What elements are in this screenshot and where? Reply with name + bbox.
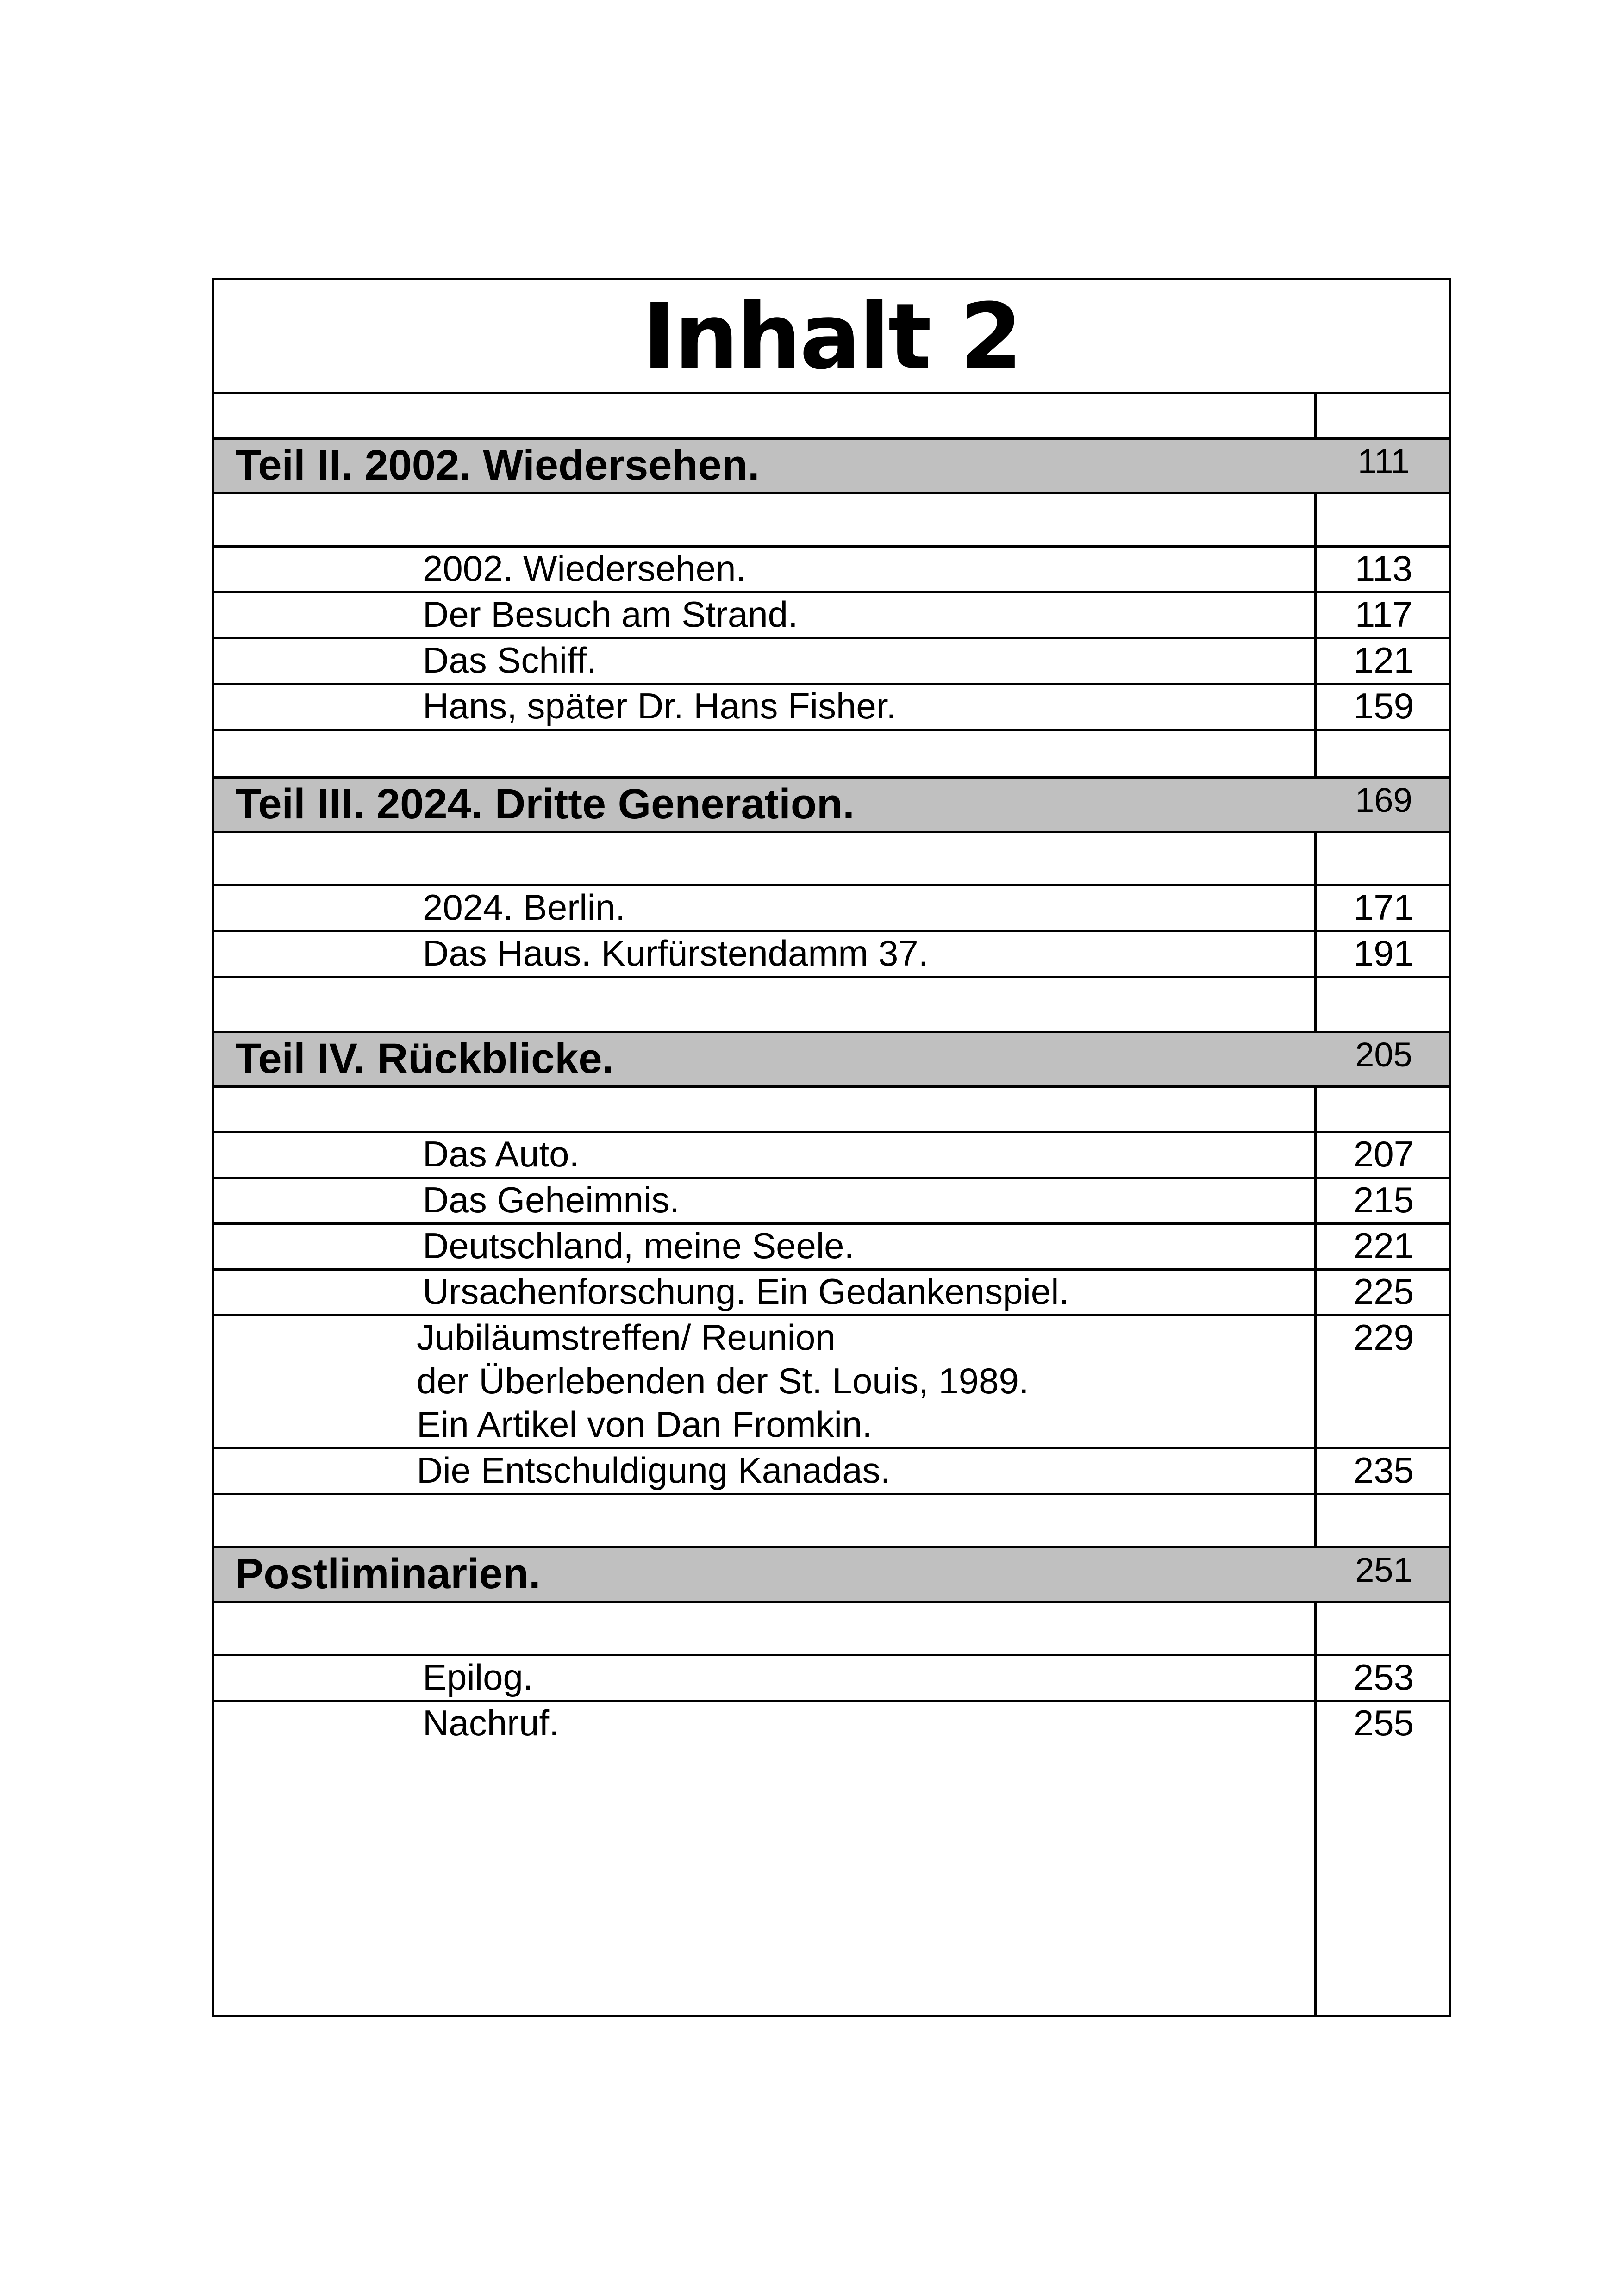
toc-entry — [214, 637, 1449, 685]
entry-title: Das Haus. Kurfürstendamm 37. — [423, 933, 929, 973]
table-of-contents — [212, 278, 1451, 2017]
entry-page-number: 207 — [1353, 1134, 1414, 1174]
toc-entry — [214, 545, 1449, 593]
entry-title: Ursachenforschung. Ein Gedankenspiel. — [423, 1271, 1069, 1312]
spacer-row — [214, 492, 1449, 548]
entry-title — [417, 1316, 1029, 1446]
spacer-row — [214, 976, 1449, 1033]
entry-title: Die Entschuldigung Kanadas. — [417, 1450, 891, 1491]
entry-title: Deutschland, meine Seele. — [423, 1225, 855, 1266]
entry-title: Epilog. — [423, 1657, 533, 1697]
toc-entry — [214, 1177, 1449, 1225]
part-page-number: 111 — [1357, 442, 1410, 480]
entry-title: 2024. Berlin. — [423, 887, 625, 928]
entry-page-number: 159 — [1353, 686, 1414, 726]
entry-title-line: Jubiläumstreffen/ Reunion — [417, 1317, 836, 1358]
toc-entry — [214, 1700, 1449, 1748]
part-heading-row — [214, 437, 1449, 494]
part-title: Teil III. 2024. Dritte Generation. — [235, 780, 855, 828]
spacer-row — [214, 1085, 1449, 1133]
entry-page-number: 121 — [1353, 640, 1414, 680]
entry-page-number: 117 — [1355, 594, 1413, 635]
entry-title: Das Auto. — [423, 1134, 580, 1174]
toc-entry — [214, 1654, 1449, 1702]
entry-title: 2002. Wiedersehen. — [423, 548, 746, 589]
entry-page-number: 235 — [1353, 1450, 1414, 1491]
part-title: Teil IV. Rückblicke. — [235, 1035, 614, 1082]
toc-entry — [214, 884, 1449, 932]
part-title: Teil II. 2002. Wiedersehen. — [235, 442, 760, 489]
part-page-number: 205 — [1355, 1035, 1412, 1074]
entry-title-line: der Überlebenden der St. Louis, 1989. — [417, 1360, 1029, 1401]
toc-entry — [214, 1131, 1449, 1179]
toc-entry — [214, 1447, 1449, 1495]
toc-entry — [214, 683, 1449, 731]
entry-page-number: 171 — [1353, 887, 1414, 928]
toc-entry — [214, 930, 1449, 978]
spacer-row — [214, 831, 1449, 886]
toc-entry — [214, 591, 1449, 639]
part-title: Postliminarien. — [235, 1550, 541, 1597]
entry-page-number: 113 — [1355, 548, 1413, 589]
entry-title: Das Schiff. — [423, 640, 597, 680]
entry-title: Der Besuch am Strand. — [423, 594, 798, 635]
part-page-number: 251 — [1355, 1551, 1412, 1589]
entry-page-number: 225 — [1353, 1271, 1414, 1312]
entry-title-line: Ein Artikel von Dan Fromkin. — [417, 1404, 873, 1445]
part-heading-row — [214, 1031, 1449, 1088]
entry-page-number: 255 — [1353, 1703, 1414, 1743]
entry-page-number: 253 — [1353, 1657, 1414, 1697]
spacer-row — [214, 392, 1449, 440]
page-title: Inhalt 2 — [214, 280, 1449, 394]
part-heading-row — [214, 1546, 1449, 1603]
toc-entry — [214, 1268, 1449, 1316]
spacer-row — [214, 1601, 1449, 1656]
spacer-row — [214, 1493, 1449, 1548]
entry-page-number: 215 — [1353, 1179, 1414, 1220]
entry-title: Hans, später Dr. Hans Fisher. — [423, 686, 897, 726]
entry-page-number: 191 — [1353, 933, 1414, 973]
spacer-row — [214, 729, 1449, 779]
toc-entry — [214, 1222, 1449, 1271]
entry-title: Nachruf. — [423, 1703, 559, 1743]
part-heading-row — [214, 776, 1449, 833]
part-page-number: 169 — [1355, 781, 1412, 819]
toc-entry-multiline — [214, 1314, 1449, 1449]
entry-page-number: 221 — [1353, 1225, 1414, 1266]
entry-title: Das Geheimnis. — [423, 1179, 680, 1220]
entry-page-number: 229 — [1353, 1317, 1414, 1358]
